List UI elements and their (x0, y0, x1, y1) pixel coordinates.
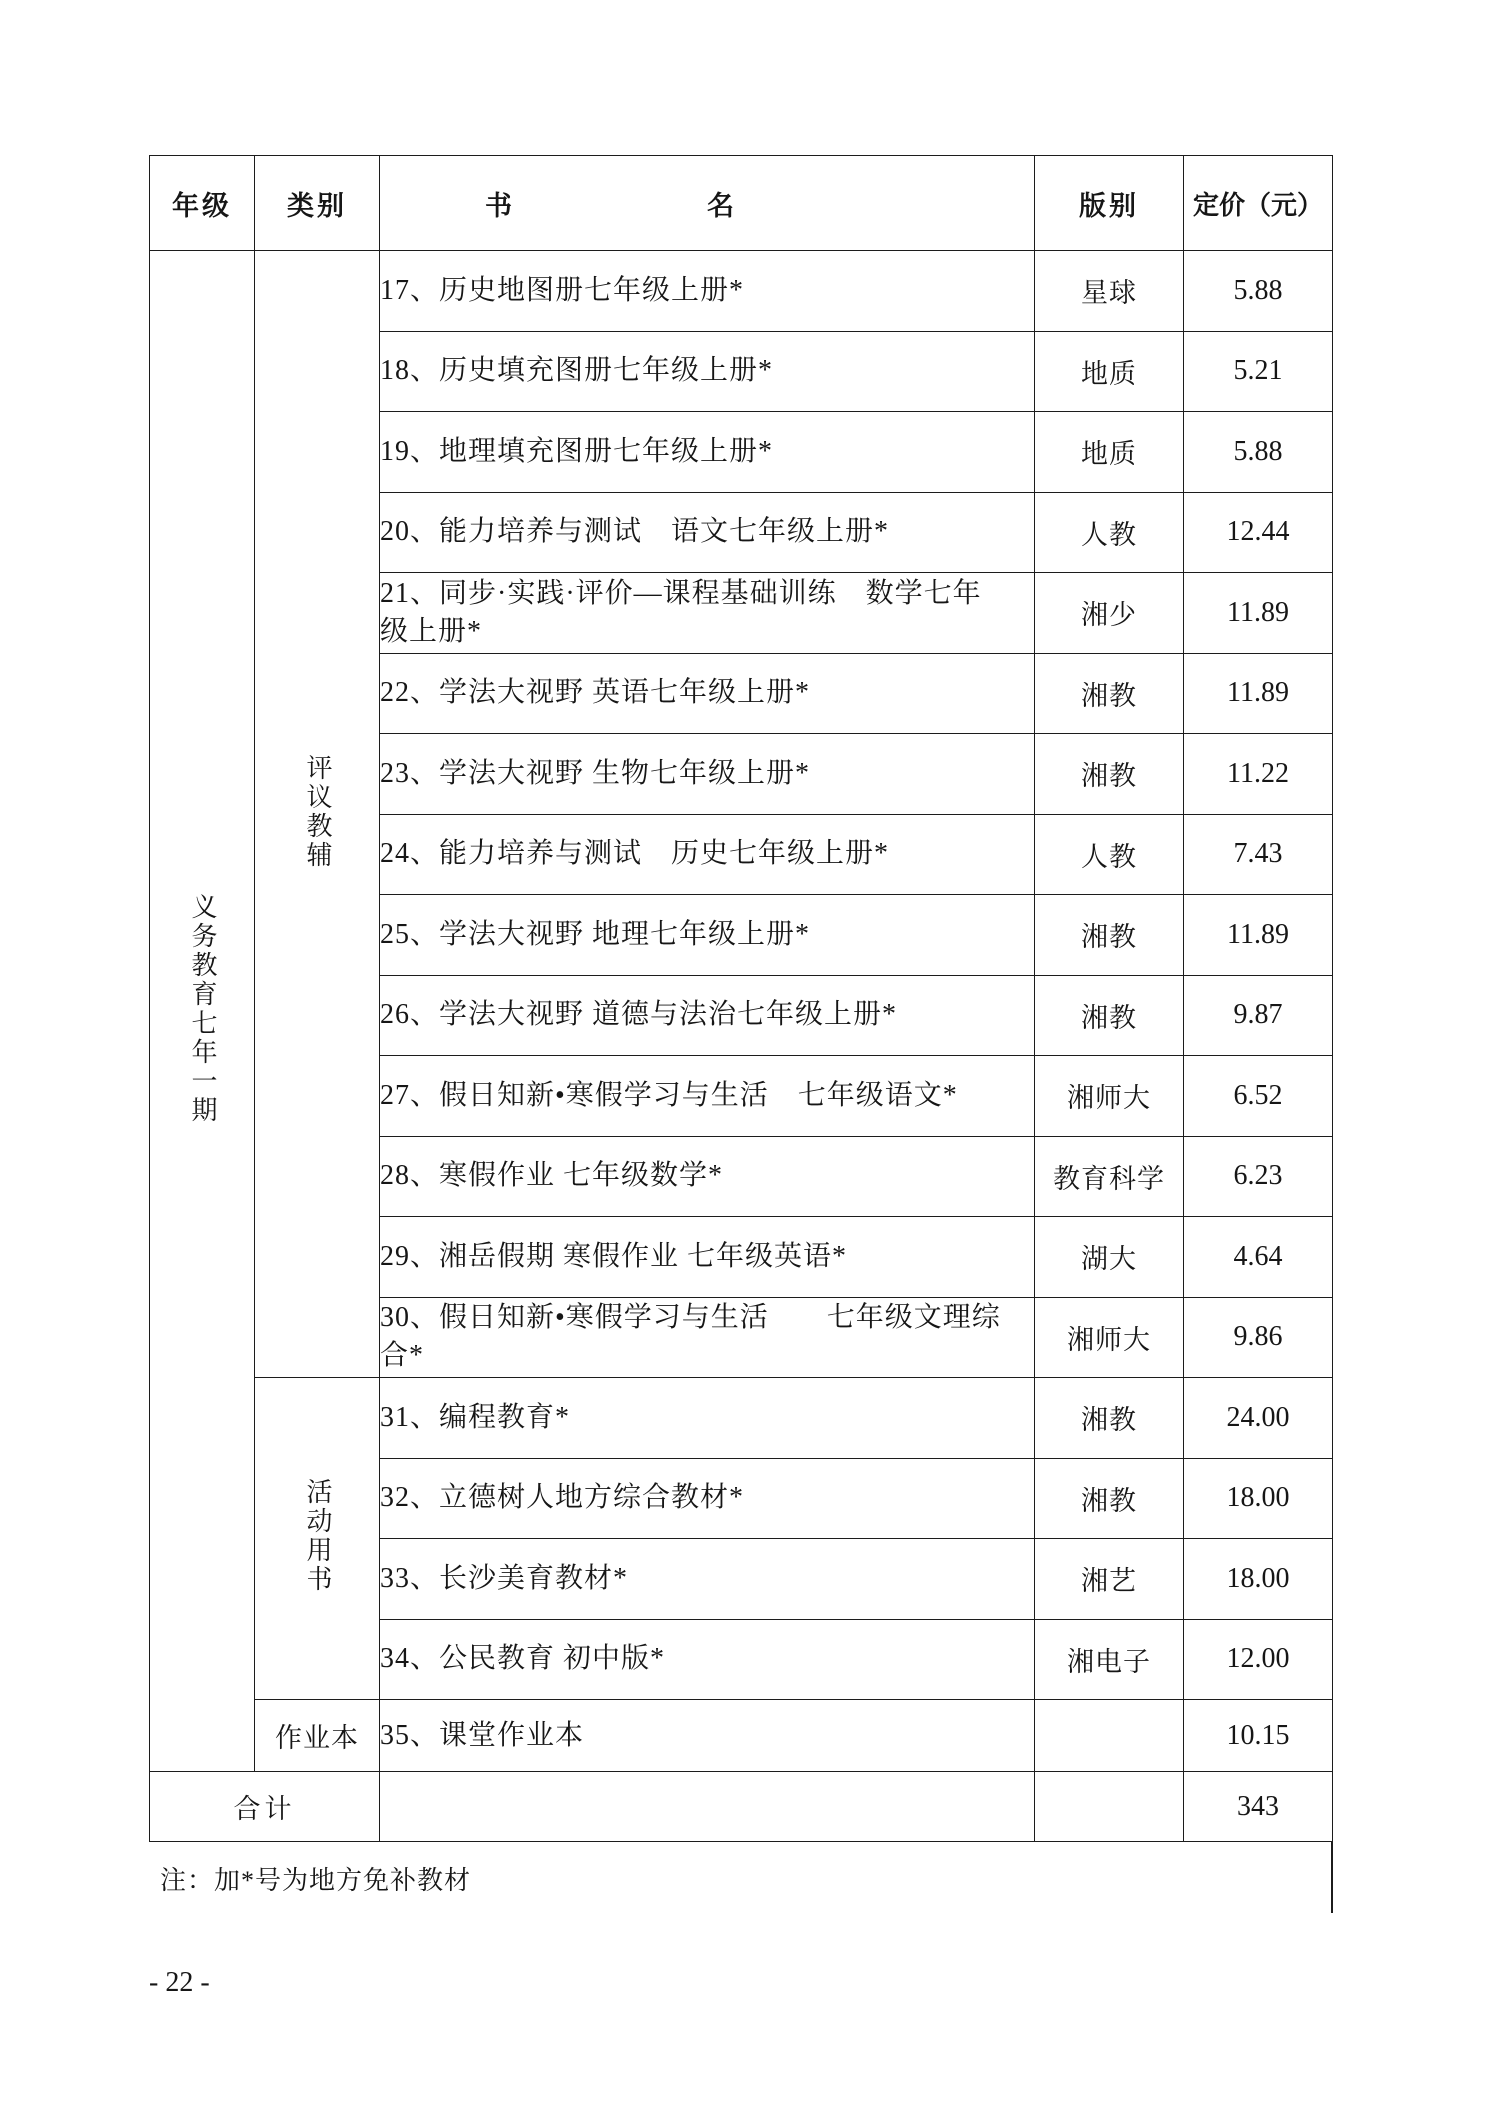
page-number: - 22 - (149, 1967, 210, 1998)
book-publisher: 湘艺 (1035, 1539, 1184, 1620)
book-title: 33、长沙美育教材* (380, 1539, 1035, 1620)
book-publisher: 湘教 (1035, 975, 1184, 1056)
grade-cell (150, 251, 255, 1772)
book-title: 28、寒假作业 七年级数学* (380, 1136, 1035, 1217)
book-publisher: 湘教 (1035, 1458, 1184, 1539)
book-price: 11.89 (1184, 895, 1333, 976)
book-title: 19、地理填充图册七年级上册* (380, 412, 1035, 493)
category-cell-activity (255, 1378, 380, 1700)
book-price: 4.64 (1184, 1217, 1333, 1298)
book-publisher: 湖大 (1035, 1217, 1184, 1298)
book-title: 29、湘岳假期 寒假作业 七年级英语* (380, 1217, 1035, 1298)
book-publisher: 湘师大 (1035, 1056, 1184, 1137)
header-price: 定价（元） (1184, 156, 1333, 251)
book-title: 18、历史填充图册七年级上册* (380, 331, 1035, 412)
table-row (150, 251, 1333, 332)
book-price: 12.00 (1184, 1619, 1333, 1700)
category-cell-review (255, 251, 380, 1378)
book-title: 34、公民教育 初中版* (380, 1619, 1035, 1700)
book-publisher: 星球 (1035, 251, 1184, 332)
book-title: 20、能力培养与测试 语文七年级上册* (380, 492, 1035, 573)
book-price: 5.21 (1184, 331, 1333, 412)
category-label: 活动用书 (303, 1478, 332, 1594)
book-publisher: 湘教 (1035, 895, 1184, 976)
table-header-row (150, 156, 1333, 251)
book-price: 11.22 (1184, 734, 1333, 815)
book-publisher: 人教 (1035, 814, 1184, 895)
book-title: 17、历史地图册七年级上册* (380, 251, 1035, 332)
book-title: 22、学法大视野 英语七年级上册* (380, 653, 1035, 734)
book-title: 30、假日知新•寒假学习与生活 七年级文理综 合* (380, 1297, 1035, 1378)
book-price: 11.89 (1184, 653, 1333, 734)
book-price: 18.00 (1184, 1539, 1333, 1620)
book-publisher: 湘电子 (1035, 1619, 1184, 1700)
book-price: 6.52 (1184, 1056, 1333, 1137)
book-publisher (1035, 1700, 1184, 1772)
book-price: 12.44 (1184, 492, 1333, 573)
table-row (150, 1378, 1333, 1459)
book-publisher: 湘少 (1035, 573, 1184, 654)
book-price: 10.15 (1184, 1700, 1333, 1772)
header-category: 类别 (255, 156, 380, 251)
category-cell-workbook: 作业本 (255, 1700, 380, 1772)
book-publisher: 湘教 (1035, 653, 1184, 734)
book-publisher: 湘教 (1035, 1378, 1184, 1459)
book-title: 21、同步·实践·评价—课程基础训练 数学七年 级上册* (380, 573, 1035, 654)
book-title: 31、编程教育* (380, 1378, 1035, 1459)
book-title: 35、课堂作业本 (380, 1700, 1035, 1772)
total-publisher-cell (1035, 1772, 1184, 1842)
book-publisher: 地质 (1035, 412, 1184, 493)
total-row (150, 1772, 1333, 1842)
book-publisher: 湘教 (1035, 734, 1184, 815)
header-book-title: 书名 (380, 156, 1035, 251)
book-price: 18.00 (1184, 1458, 1333, 1539)
book-publisher: 湘师大 (1035, 1297, 1184, 1378)
book-price: 6.23 (1184, 1136, 1333, 1217)
book-price: 11.89 (1184, 573, 1333, 654)
book-title: 25、学法大视野 地理七年级上册* (380, 895, 1035, 976)
book-price: 7.43 (1184, 814, 1333, 895)
total-price: 343 (1184, 1772, 1333, 1842)
book-price: 9.87 (1184, 975, 1333, 1056)
total-title-cell (380, 1772, 1035, 1842)
book-title: 24、能力培养与测试 历史七年级上册* (380, 814, 1035, 895)
table-row (150, 1700, 1333, 1772)
category-label: 评议教辅 (303, 753, 332, 870)
header-publisher: 版别 (1035, 156, 1184, 251)
book-title: 26、学法大视野 道德与法治七年级上册* (380, 975, 1035, 1056)
header-grade: 年级 (150, 156, 255, 251)
book-title: 32、立德树人地方综合教材* (380, 1458, 1035, 1539)
book-publisher: 教育科学 (1035, 1136, 1184, 1217)
book-price: 24.00 (1184, 1378, 1333, 1459)
book-price: 5.88 (1184, 412, 1333, 493)
footnote: 注：加*号为地方免补教材 (160, 1866, 472, 1895)
book-price: 5.88 (1184, 251, 1333, 332)
book-publisher: 地质 (1035, 331, 1184, 412)
book-price: 9.86 (1184, 1297, 1333, 1378)
book-title: 23、学法大视野 生物七年级上册* (380, 734, 1035, 815)
book-publisher: 人教 (1035, 492, 1184, 573)
textbook-price-table (149, 155, 1333, 1842)
book-title: 27、假日知新•寒假学习与生活 七年级语文* (380, 1056, 1035, 1137)
right-border-extension (1331, 1841, 1333, 1913)
grade-label: 义务教育七年一期 (188, 892, 217, 1125)
total-label: 合计 (150, 1772, 380, 1842)
